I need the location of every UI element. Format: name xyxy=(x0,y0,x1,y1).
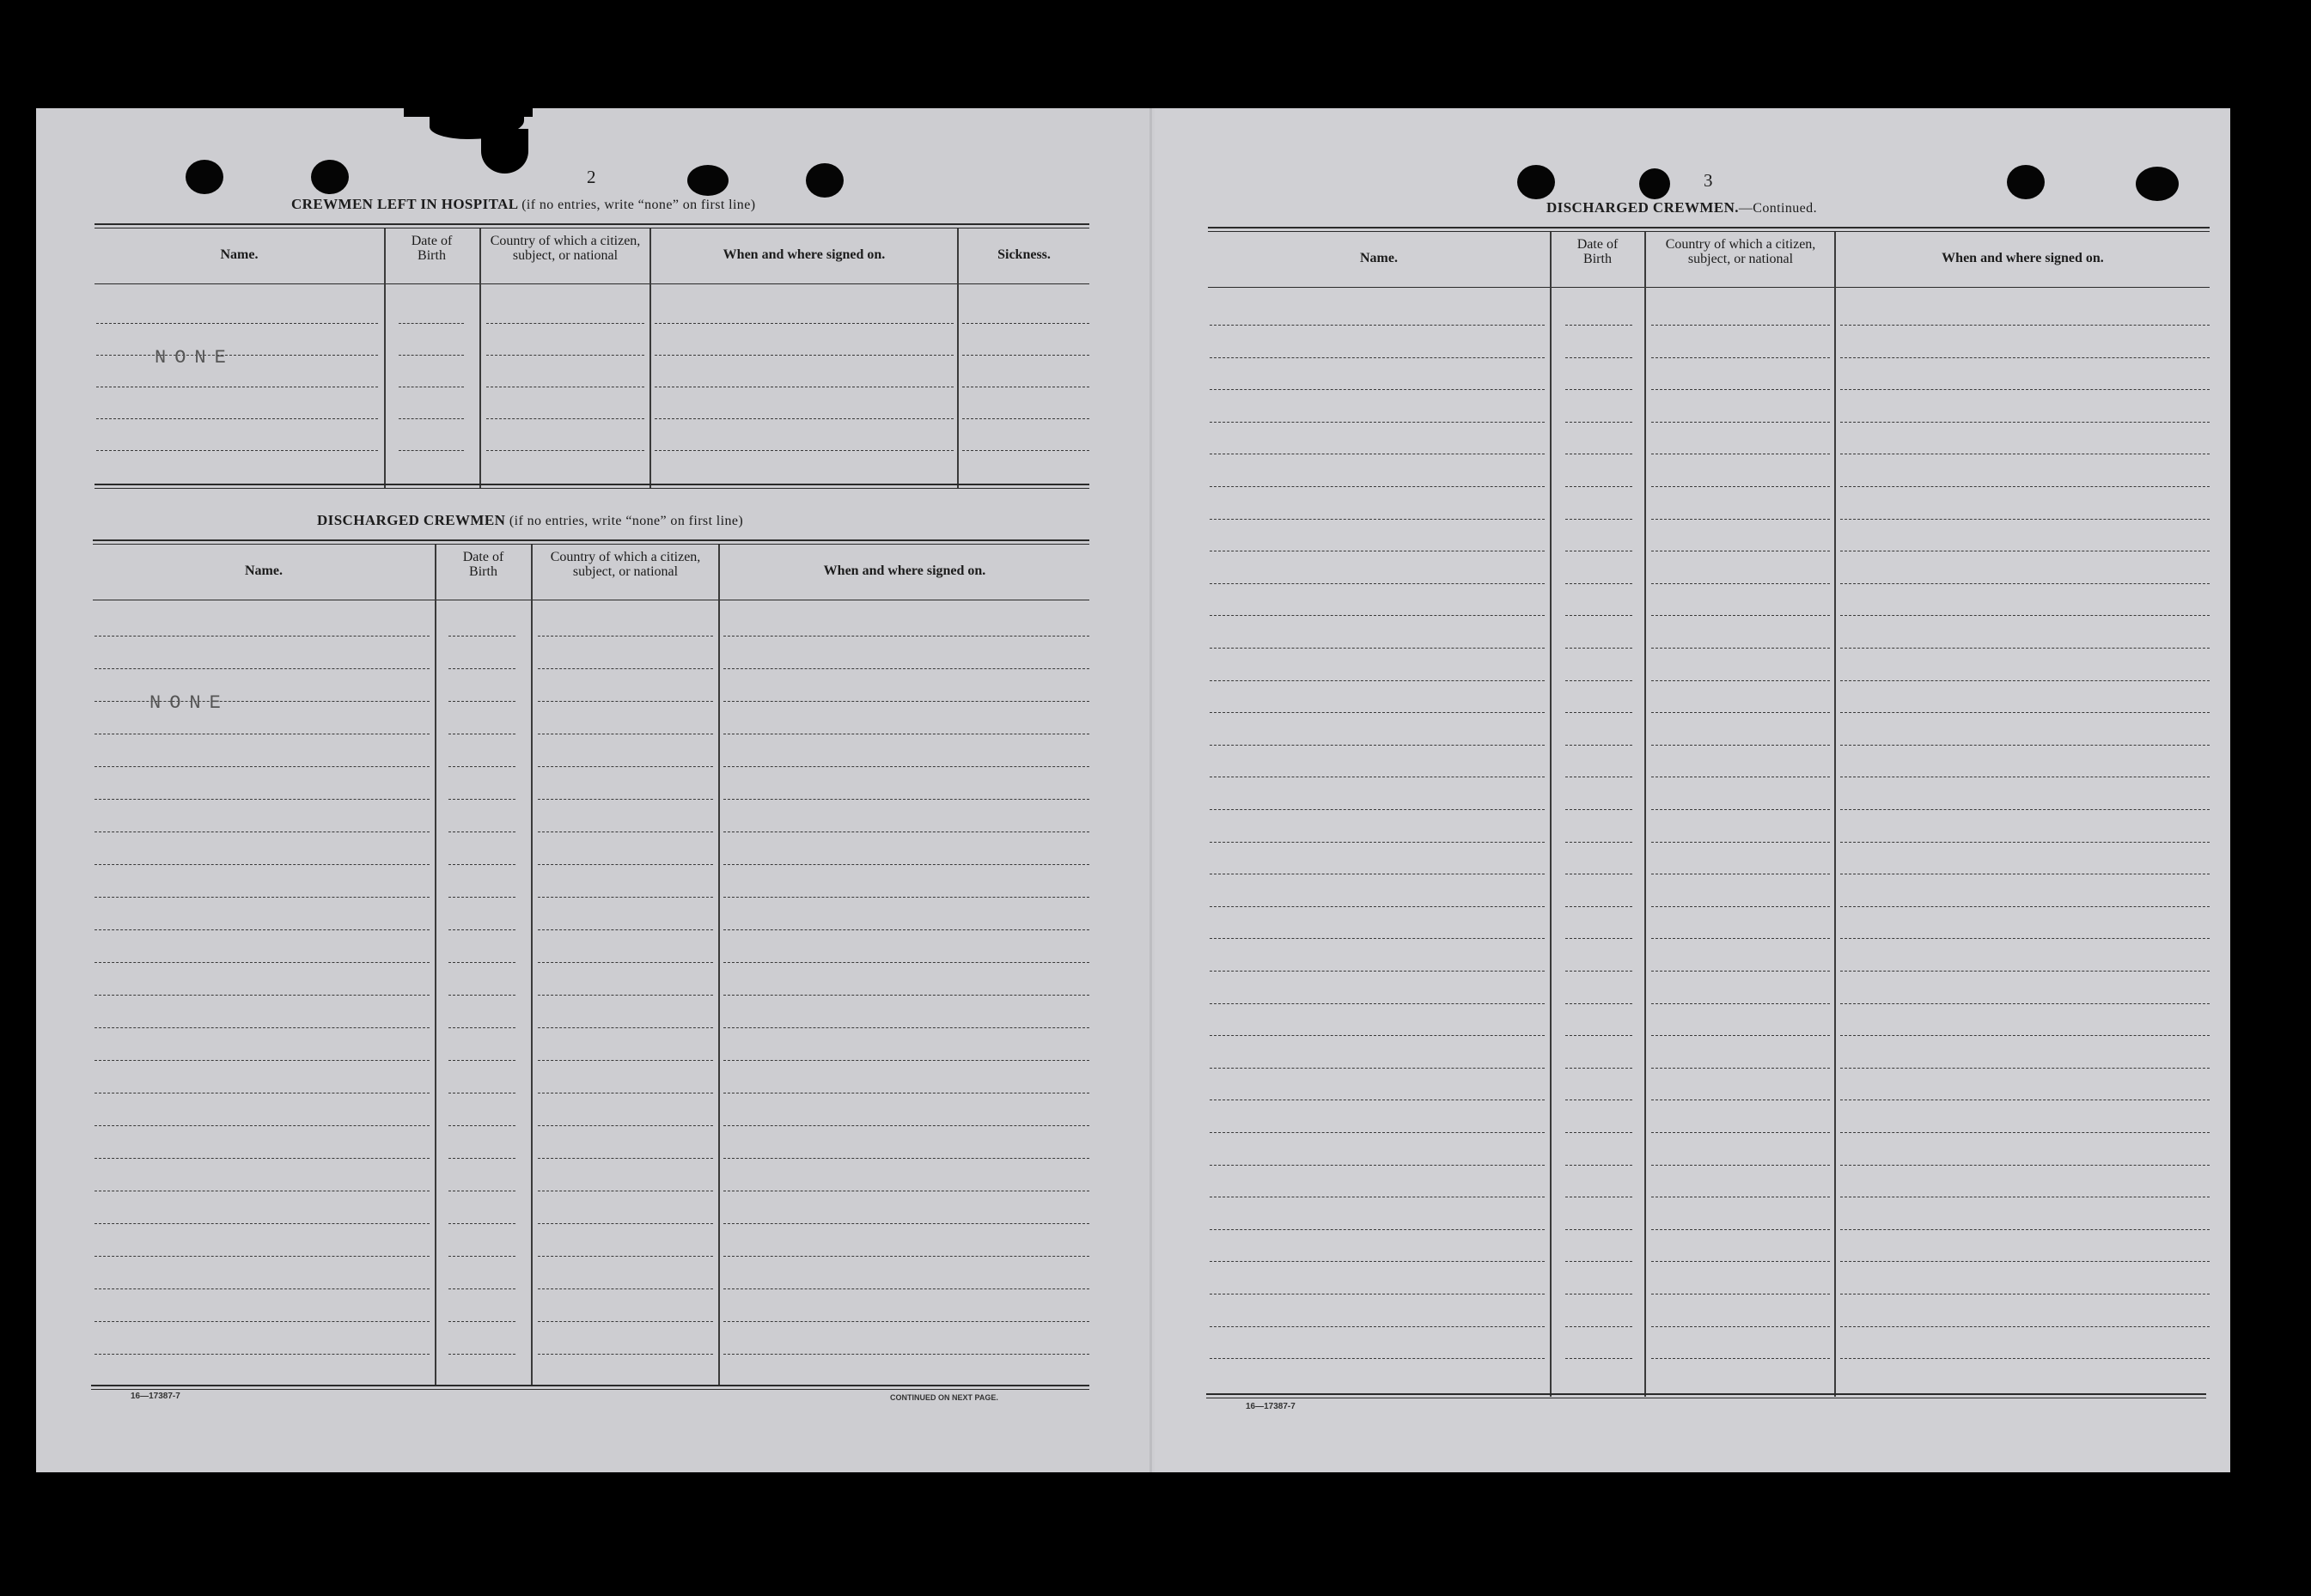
ruled-line xyxy=(95,766,430,767)
ruled-line xyxy=(655,323,954,324)
punch-hole xyxy=(2136,167,2179,201)
ruled-line xyxy=(1210,486,1545,487)
ruled-line xyxy=(96,418,378,419)
ruled-line xyxy=(723,766,1089,767)
ruled-line xyxy=(1210,583,1545,584)
ruled-line xyxy=(399,450,464,451)
ruled-line xyxy=(538,995,713,996)
ruled-line xyxy=(723,1354,1089,1355)
column-header-name: Name. xyxy=(245,563,283,578)
ruled-line xyxy=(723,929,1089,930)
ruled-line xyxy=(1651,486,1830,487)
ruled-line xyxy=(723,1256,1089,1257)
ruled-line xyxy=(723,1321,1089,1322)
ruled-line xyxy=(1210,1165,1545,1166)
ruled-line xyxy=(448,1354,515,1355)
ruled-line xyxy=(1840,648,2210,649)
ruled-line xyxy=(538,668,713,669)
ruled-line xyxy=(1651,938,1830,939)
ruled-line xyxy=(448,636,515,637)
ruled-line xyxy=(1210,809,1545,810)
ruled-line xyxy=(1210,712,1545,713)
ruled-line xyxy=(1565,519,1632,520)
column-divider xyxy=(1550,232,1552,1397)
section-title: DISCHARGED CREWMEN xyxy=(317,512,506,528)
ruled-line xyxy=(1565,680,1632,681)
column-divider xyxy=(1644,232,1646,1397)
column-divider xyxy=(384,228,386,488)
ruled-line xyxy=(1565,1229,1632,1230)
ruled-line xyxy=(655,450,954,451)
ruled-line xyxy=(95,995,430,996)
ruled-line xyxy=(1210,971,1545,972)
ruled-line xyxy=(1651,1003,1830,1004)
table-bottom-rule xyxy=(91,1389,1089,1390)
ruled-line xyxy=(1651,389,1830,390)
column-divider xyxy=(957,228,959,488)
ruled-line xyxy=(1565,1165,1632,1166)
ruled-line xyxy=(95,668,430,669)
column-divider xyxy=(531,545,533,1386)
ruled-line xyxy=(448,929,515,930)
ruled-line xyxy=(723,1027,1089,1028)
ruled-line xyxy=(95,636,430,637)
ruled-line xyxy=(1210,389,1545,390)
ruled-line xyxy=(95,1256,430,1257)
ruled-line xyxy=(1651,712,1830,713)
ruled-line xyxy=(1210,906,1545,907)
table-top-rule xyxy=(1208,227,2210,228)
section-instruction: (if no entries, write “none” on first line) xyxy=(521,198,756,212)
ruled-line xyxy=(1840,422,2210,423)
left-form-page xyxy=(36,108,1155,1472)
ruled-line xyxy=(95,1125,430,1126)
ruled-line xyxy=(95,799,430,800)
punch-hole xyxy=(186,160,223,194)
ruled-line xyxy=(486,355,644,356)
ruled-line xyxy=(1210,1003,1545,1004)
ruled-line xyxy=(95,1223,430,1224)
ruled-line xyxy=(723,668,1089,669)
column-header-country: Country of which a citizen, subject, or national xyxy=(490,234,641,263)
ruled-line xyxy=(1840,1003,2210,1004)
ruled-line xyxy=(1651,1261,1830,1262)
ruled-line xyxy=(538,701,713,702)
ruled-line xyxy=(1210,1261,1545,1262)
ruled-line xyxy=(1565,357,1632,358)
ruled-line xyxy=(723,1060,1089,1061)
section-title-hospital xyxy=(291,196,755,213)
ruled-line xyxy=(1565,1132,1632,1133)
ruled-line xyxy=(962,418,1089,419)
ruled-line xyxy=(448,962,515,963)
ruled-line xyxy=(1565,1068,1632,1069)
ruled-line xyxy=(1565,842,1632,843)
right-form-page xyxy=(1155,108,2230,1472)
ruled-line xyxy=(1840,519,2210,520)
ruled-line xyxy=(1565,1035,1632,1036)
ruled-line xyxy=(655,355,954,356)
column-header-dob: Date of Birth xyxy=(462,550,504,579)
ruled-line xyxy=(486,418,644,419)
ruled-line xyxy=(1565,583,1632,584)
column-divider xyxy=(718,545,720,1386)
column-header-signed-on: When and where signed on. xyxy=(723,247,886,262)
ruled-line xyxy=(1840,1229,2210,1230)
table-top-rule xyxy=(93,544,1089,545)
ruled-line xyxy=(723,636,1089,637)
ruled-line xyxy=(1565,1003,1632,1004)
ruled-line xyxy=(95,1354,430,1355)
ruled-line xyxy=(723,995,1089,996)
ruled-line xyxy=(1651,971,1830,972)
ruled-line xyxy=(1651,1229,1830,1230)
column-header-country: Country of which a citizen, subject, or national xyxy=(550,550,701,579)
ruled-line xyxy=(96,450,378,451)
punch-hole xyxy=(806,163,844,198)
typed-entry-none: NONE xyxy=(149,692,229,714)
ruled-line xyxy=(1565,712,1632,713)
ruled-line xyxy=(1840,1035,2210,1036)
column-header-sickness: Sickness. xyxy=(997,247,1051,262)
ruled-line xyxy=(1565,938,1632,939)
ruled-line xyxy=(1210,648,1545,649)
section-instruction: (if no entries, write “none” on first line) xyxy=(509,514,744,528)
ruled-line xyxy=(448,1223,515,1224)
ruled-line xyxy=(962,355,1089,356)
ruled-line xyxy=(1210,1358,1545,1359)
ruled-line xyxy=(448,1256,515,1257)
ruled-line xyxy=(448,864,515,865)
ruled-line xyxy=(1840,712,2210,713)
ruled-line xyxy=(723,1288,1089,1289)
ruled-line xyxy=(538,929,713,930)
page-number: 3 xyxy=(1704,170,1713,191)
ruled-line xyxy=(962,450,1089,451)
ruled-line xyxy=(95,929,430,930)
punch-hole xyxy=(687,165,729,196)
section-title: CREWMEN LEFT IN HOSPITAL xyxy=(291,196,518,212)
ruled-line xyxy=(1651,1358,1830,1359)
ruled-line xyxy=(538,799,713,800)
ruled-line xyxy=(1840,1358,2210,1359)
ruled-line xyxy=(538,864,713,865)
ruled-line xyxy=(1210,325,1545,326)
ruled-line xyxy=(538,1321,713,1322)
page-fold xyxy=(1149,108,1152,1472)
ruled-line xyxy=(1651,357,1830,358)
table-bottom-rule xyxy=(95,484,1089,485)
ruled-line xyxy=(399,355,464,356)
ruled-line xyxy=(486,323,644,324)
ruled-line xyxy=(723,701,1089,702)
ruled-line xyxy=(1210,1068,1545,1069)
ruled-line xyxy=(723,1158,1089,1159)
table-bottom-rule xyxy=(95,488,1089,489)
ruled-line xyxy=(1651,842,1830,843)
ruled-line xyxy=(1651,680,1830,681)
ruled-line xyxy=(962,323,1089,324)
ruled-line xyxy=(1651,1035,1830,1036)
punch-hole xyxy=(311,160,349,194)
ruled-line xyxy=(1840,842,2210,843)
ruled-line xyxy=(538,1158,713,1159)
header-rule xyxy=(95,283,1089,284)
ruled-line xyxy=(1840,1261,2210,1262)
ruled-line xyxy=(538,1288,713,1289)
column-divider xyxy=(1834,232,1836,1397)
typed-entry-none: NONE xyxy=(155,347,235,369)
column-divider xyxy=(435,545,436,1386)
ruled-line xyxy=(1210,1035,1545,1036)
ruled-line xyxy=(1840,486,2210,487)
ruled-line xyxy=(448,1027,515,1028)
section-title-suffix: —Continued. xyxy=(1738,201,1817,216)
ruled-line xyxy=(486,450,644,451)
ruled-line xyxy=(1210,938,1545,939)
ruled-line xyxy=(1210,680,1545,681)
ruled-line xyxy=(95,1158,430,1159)
section-title: DISCHARGED CREWMEN. xyxy=(1546,199,1739,216)
ruled-line xyxy=(1565,1261,1632,1262)
column-header-signed-on: When and where signed on. xyxy=(1942,251,2104,265)
torn-edge xyxy=(481,129,528,174)
form-number: 16—17387-7 xyxy=(131,1392,180,1401)
ruled-line xyxy=(448,1060,515,1061)
ruled-line xyxy=(1651,519,1830,520)
ruled-line xyxy=(723,864,1089,865)
ruled-line xyxy=(538,1027,713,1028)
ruled-line xyxy=(1840,389,2210,390)
ruled-line xyxy=(95,1288,430,1289)
ruled-line xyxy=(1840,1326,2210,1327)
ruled-line xyxy=(1210,1326,1545,1327)
ruled-line xyxy=(1651,745,1830,746)
ruled-line xyxy=(1651,325,1830,326)
ruled-line xyxy=(448,897,515,898)
table-top-rule xyxy=(93,539,1089,541)
ruled-line xyxy=(1210,519,1545,520)
ruled-line xyxy=(538,766,713,767)
table-bottom-rule xyxy=(1206,1393,2206,1395)
ruled-line xyxy=(448,1125,515,1126)
form-number: 16—17387-7 xyxy=(1246,1402,1296,1411)
section-title-discharged xyxy=(317,512,743,529)
ruled-line xyxy=(1565,389,1632,390)
column-header-name: Name. xyxy=(220,247,259,262)
ruled-line xyxy=(399,323,464,324)
ruled-line xyxy=(538,1060,713,1061)
ruled-line xyxy=(448,766,515,767)
ruled-line xyxy=(1840,1165,2210,1166)
ruled-line xyxy=(95,1027,430,1028)
section-title-discharged-continued xyxy=(1546,199,1817,216)
punch-hole xyxy=(2007,165,2045,199)
ruled-line xyxy=(1565,971,1632,972)
ruled-line xyxy=(1565,422,1632,423)
ruled-line xyxy=(95,1321,430,1322)
continued-note: CONTINUED ON NEXT PAGE. xyxy=(890,1393,998,1402)
ruled-line xyxy=(1651,615,1830,616)
ruled-line xyxy=(1565,1326,1632,1327)
ruled-line xyxy=(723,799,1089,800)
ruled-line xyxy=(1651,809,1830,810)
ruled-line xyxy=(723,1223,1089,1224)
ruled-line xyxy=(1651,422,1830,423)
ruled-line xyxy=(1840,906,2210,907)
ruled-line xyxy=(538,1125,713,1126)
ruled-line xyxy=(1651,906,1830,907)
ruled-line xyxy=(96,355,378,356)
ruled-line xyxy=(399,418,464,419)
ruled-line xyxy=(1210,615,1545,616)
ruled-line xyxy=(1651,1165,1830,1166)
ruled-line xyxy=(1840,809,2210,810)
ruled-line xyxy=(1565,809,1632,810)
ruled-line xyxy=(1651,1068,1830,1069)
ruled-line xyxy=(1565,486,1632,487)
ruled-line xyxy=(448,701,515,702)
column-divider xyxy=(649,228,651,488)
ruled-line xyxy=(1565,615,1632,616)
ruled-line xyxy=(1565,325,1632,326)
ruled-line xyxy=(1210,1132,1545,1133)
ruled-line xyxy=(1840,1068,2210,1069)
ruled-line xyxy=(95,1060,430,1061)
column-header-name: Name. xyxy=(1360,251,1398,265)
ruled-line xyxy=(1840,325,2210,326)
ruled-line xyxy=(1840,680,2210,681)
column-header-country: Country of which a citizen, subject, or national xyxy=(1665,237,1816,266)
ruled-line xyxy=(538,897,713,898)
punch-hole xyxy=(1517,165,1555,199)
ruled-line xyxy=(723,897,1089,898)
punch-hole xyxy=(1639,168,1670,199)
ruled-line xyxy=(1565,906,1632,907)
page-number: 2 xyxy=(587,167,596,187)
column-divider xyxy=(479,228,481,488)
ruled-line xyxy=(538,962,713,963)
ruled-line xyxy=(1210,1229,1545,1230)
ruled-line xyxy=(448,668,515,669)
table-top-rule xyxy=(1208,231,2210,232)
ruled-line xyxy=(1840,357,2210,358)
ruled-line xyxy=(1840,1132,2210,1133)
ruled-line xyxy=(1651,583,1830,584)
ruled-line xyxy=(1210,745,1545,746)
ruled-line xyxy=(1840,971,2210,972)
ruled-line xyxy=(95,897,430,898)
ruled-line xyxy=(723,1125,1089,1126)
ruled-line xyxy=(538,1256,713,1257)
table-top-rule xyxy=(95,223,1089,225)
ruled-line xyxy=(448,1158,515,1159)
ruled-line xyxy=(538,636,713,637)
ruled-line xyxy=(1840,938,2210,939)
ruled-line xyxy=(1840,615,2210,616)
column-header-signed-on: When and where signed on. xyxy=(823,563,986,578)
ruled-line xyxy=(448,1321,515,1322)
ruled-line xyxy=(1565,1358,1632,1359)
ruled-line xyxy=(95,864,430,865)
ruled-line xyxy=(448,995,515,996)
ruled-line xyxy=(1840,583,2210,584)
ruled-line xyxy=(95,962,430,963)
ruled-line xyxy=(1210,842,1545,843)
ruled-line xyxy=(1840,745,2210,746)
ruled-line xyxy=(1210,422,1545,423)
ruled-line xyxy=(1651,1132,1830,1133)
ruled-line xyxy=(1651,648,1830,649)
ruled-line xyxy=(538,1223,713,1224)
ruled-line xyxy=(1651,1326,1830,1327)
ruled-line xyxy=(538,1354,713,1355)
ruled-line xyxy=(1565,648,1632,649)
ruled-line xyxy=(448,799,515,800)
column-header-dob: Date of Birth xyxy=(411,234,453,263)
header-rule xyxy=(1208,287,2210,288)
ruled-line xyxy=(723,962,1089,963)
ruled-line xyxy=(1565,745,1632,746)
ruled-line xyxy=(1210,357,1545,358)
ruled-line xyxy=(448,1288,515,1289)
column-header-dob: Date of Birth xyxy=(1576,237,1619,266)
ruled-line xyxy=(96,323,378,324)
table-bottom-rule xyxy=(91,1385,1089,1386)
ruled-line xyxy=(95,701,430,702)
ruled-line xyxy=(655,418,954,419)
